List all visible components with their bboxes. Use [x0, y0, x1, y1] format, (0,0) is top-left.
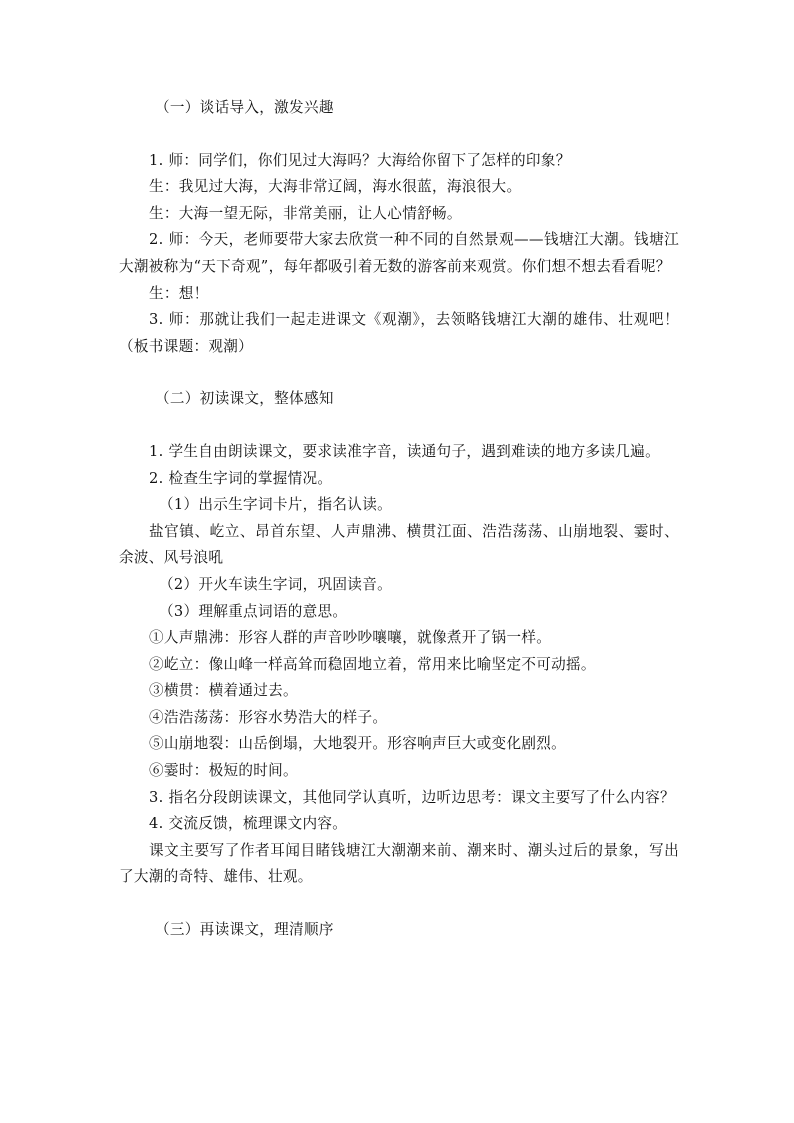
section-heading: （三）再读课文，理清顺序	[155, 921, 334, 939]
paragraph: 3. 指名分段朗读课文，其他同学认真听，边听边思考：课文主要写了什么内容？	[149, 788, 675, 806]
paragraph: ③横贯：横着通过去。	[149, 682, 298, 700]
paragraph: （1）出示生字词卡片，指名认读。	[159, 496, 392, 514]
paragraph: （3）理解重点词语的意思。	[159, 602, 348, 620]
paragraph: 4. 交流反馈，梳理课文内容。	[149, 815, 348, 833]
spacer	[119, 413, 679, 439]
paragraph: 课文主要写了作者耳闻目睹钱塘江大潮潮来前、潮来时、潮头过后的景象，写出了大潮的奇特、雄伟、壮观。	[119, 841, 679, 886]
paragraph: ②屹立：像山峰一样高耸而稳固地立着，常用来比喻坚定不可动摇。	[149, 655, 596, 673]
paragraph: ⑤山崩地裂：山岳倒塌，大地裂开。形容响声巨大或变化剧烈。	[149, 735, 567, 753]
paragraph: 2. 检查生字词的掌握情况。	[149, 469, 333, 487]
paragraph: 生：大海一望无际，非常美丽，让人心情舒畅。	[149, 204, 462, 222]
paragraph: ⑥霎时：极短的时间。	[149, 762, 298, 780]
section-heading: （一）谈话导入，激发兴趣	[155, 99, 334, 116]
section-heading: （二）初读课文，整体感知	[155, 390, 334, 408]
paragraph: 生：想！	[149, 284, 209, 302]
paragraph: 盐官镇、屹立、昂首东望、人声鼎沸、横贯江面、浩浩荡荡、山崩地裂、霎时、余波、风号浪吼	[119, 522, 679, 567]
spacer	[119, 360, 679, 386]
paragraph: ④浩浩荡荡：形容水势浩大的样子。	[149, 708, 388, 726]
spacer	[119, 891, 679, 917]
spacer	[119, 122, 679, 148]
paragraph: 1. 师：同学们，你们见过大海吗？大海给你留下了怎样的印象？	[149, 151, 571, 169]
paragraph: （2）开火车读生字词，巩固读音。	[159, 575, 392, 593]
paragraph: ①人声鼎沸：形容人群的声音吵吵嚷嚷，就像煮开了锅一样。	[149, 629, 552, 647]
paragraph: 1. 学生自由朗读课文，要求读准字音，读通句子，遇到难读的地方多读几遍。	[149, 442, 660, 460]
paragraph: 生：我见过大海，大海非常辽阔，海水很蓝，海浪很大。	[149, 178, 522, 196]
document-body	[119, 95, 679, 944]
paragraph: 2. 师：今天，老师要带大家去欣赏一种不同的自然景观——钱塘江大潮。钱塘江大潮被称为“天下奇观”，每年都吸引着无数的游客前来观赏。你们想不想去看看呢？	[119, 231, 679, 275]
paragraph: 3. 师：那就让我们一起走进课文《观潮》，去领略钱塘江大潮的雄伟、壮观吧！（板书课题：观潮）	[119, 311, 679, 355]
